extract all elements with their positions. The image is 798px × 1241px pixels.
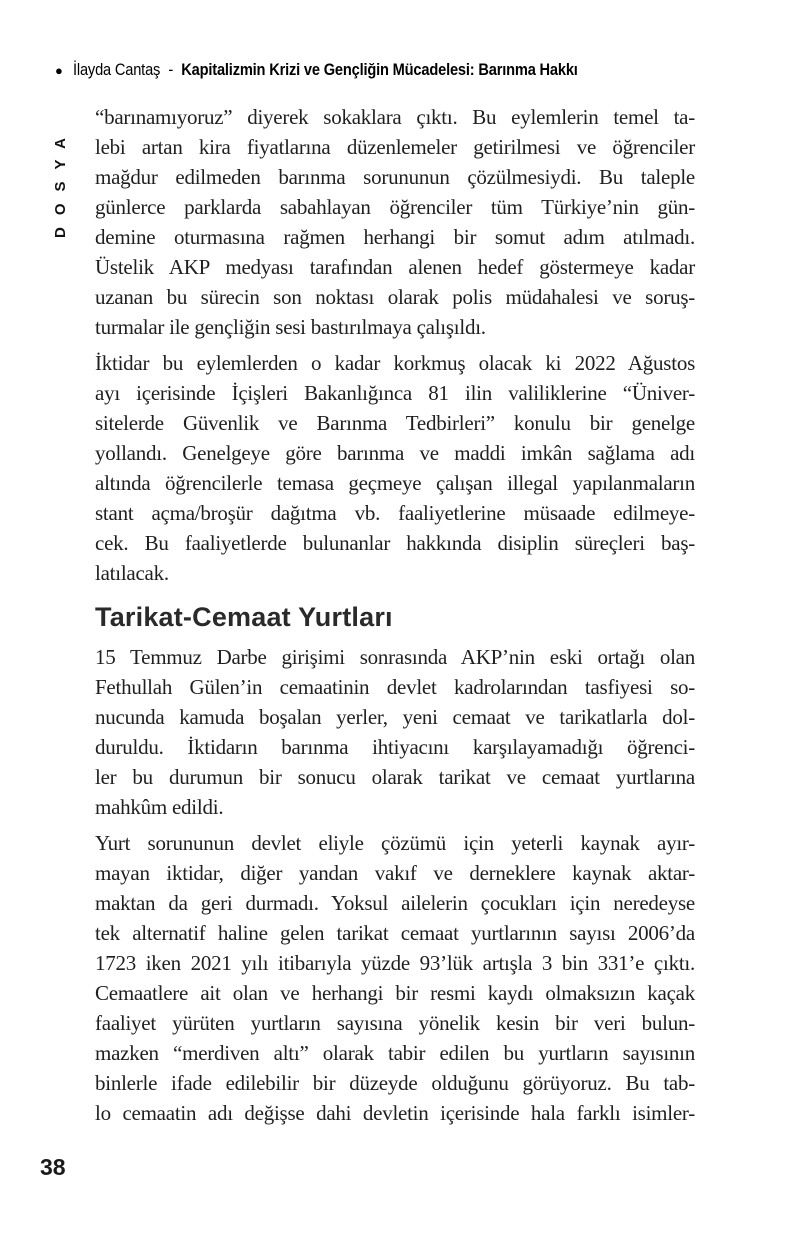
text-line: sitelerde Güvenlik ve Barınma Tedbirleri” konulu bir genelge: [95, 411, 695, 435]
text-line: Cemaatlere ait olan ve herhangi bir resmi kaydı olmaksızın kaçak: [95, 981, 695, 1005]
text-line: binlerle ifade edilebilir bir düzeyde olduğunu görüyoruz. Bu tab-: [95, 1071, 695, 1095]
article-body: [95, 102, 695, 1134]
text-line: duruldu. İktidarın barınma ihtiyacını karşılayamadığı öğrenci-: [95, 735, 695, 759]
header-separator: -: [168, 60, 173, 79]
text-line: lo cemaatin adı değişse dahi devletin içerisinde hala farklı isimler-: [95, 1101, 695, 1125]
section-heading: Tarikat-Cemaat Yurtları: [95, 602, 393, 632]
text-line: mahkûm edildi.: [95, 795, 224, 819]
running-header: [55, 60, 660, 80]
paragraph: [95, 828, 695, 1128]
header-title: Kapitalizmin Krizi ve Gençliğin Mücadelesi: Barınma Hakkı: [181, 60, 578, 79]
text-line: demine oturmasına rağmen herhangi bir somut adım atılmadı.: [95, 225, 695, 249]
text-line: Yurt sorununun devlet eliyle çözümü için yeterli kaynak ayır-: [95, 831, 695, 855]
text-line: günlerce parklarda sabahlayan öğrenciler tüm Türkiye’nin gün-: [95, 195, 695, 219]
dosya-side-label: DOSYA: [52, 126, 69, 238]
running-header-text: [73, 60, 578, 80]
text-line: Üstelik AKP medyası tarafından alenen hedef göstermeye kadar: [95, 255, 695, 279]
text-line: uzanan bu sürecin son noktası olarak polis müdahalesi ve soruş-: [95, 285, 695, 309]
text-line: cek. Bu faaliyetlerde bulunanlar hakkında disiplin süreçleri baş-: [95, 531, 695, 555]
header-author: İlayda Cantaş: [72, 60, 161, 79]
text-line: mazken “merdiven altı” olarak tabir edilen bu yurtların sayısının: [95, 1041, 695, 1065]
text-line: stant açma/broşür dağıtma vb. faaliyetlerine müsaade edilmeye-: [95, 501, 695, 525]
text-line: latılacak.: [95, 561, 169, 585]
paragraph: [95, 102, 695, 342]
text-line: ler bu durumun bir sonucu olarak tarikat ve cemaat yurtlarına: [95, 765, 695, 789]
text-line: mağdur edilmeden barınma sorununun çözülmesiydi. Bu taleple: [95, 165, 695, 189]
bullet-icon: ●: [55, 62, 63, 78]
text-line: Fethullah Gülen’in cemaatinin devlet kadrolarından tasfiyesi so-: [95, 675, 695, 699]
text-line: turmalar ile gençliğin sesi bastırılmaya çalışıldı.: [95, 315, 486, 339]
text-line: nucunda kamuda boşalan yerler, yeni cemaat ve tarikatlarla dol-: [95, 705, 695, 729]
page-number: 38: [40, 1154, 66, 1180]
text-line: İktidar bu eylemlerden o kadar korkmuş olacak ki 2022 Ağustos: [95, 351, 695, 375]
text-line: maktan da geri durmadı. Yoksul ailelerin çocukları için neredeyse: [95, 891, 695, 915]
text-line: 1723 iken 2021 yılı itibarıyla yüzde 93’lük artışla 3 bin 331’e çıktı.: [95, 951, 695, 975]
text-line: mayan iktidar, diğer yandan vakıf ve derneklere kaynak aktar-: [95, 861, 695, 885]
text-line: faaliyet yürüten yurtların sayısına yönelik kesin bir veri bulun-: [95, 1011, 695, 1035]
text-line: lebi artan kira fiyatlarına düzenlemeler getirilmesi ve öğrenciler: [95, 135, 695, 159]
text-line: altında öğrencilerle temasa geçmeye çalışan illegal yapılanmaların: [95, 471, 695, 495]
text-line: ayı içerisinde İçişleri Bakanlığınca 81 ilin valiliklerine “Üniver-: [95, 381, 695, 405]
text-line: “barınamıyoruz” diyerek sokaklara çıktı. Bu eylemlerin temel ta-: [95, 105, 695, 129]
text-line: yollandı. Genelgeye göre barınma ve maddi imkân sağlama adı: [95, 441, 695, 465]
paragraph: [95, 348, 695, 588]
text-line: tek alternatif haline gelen tarikat cemaat yurtlarının sayısı 2006’da: [95, 921, 695, 945]
text-line: 15 Temmuz Darbe girişimi sonrasında AKP’nin eski ortağı olan: [95, 645, 695, 669]
paragraph: [95, 642, 695, 822]
